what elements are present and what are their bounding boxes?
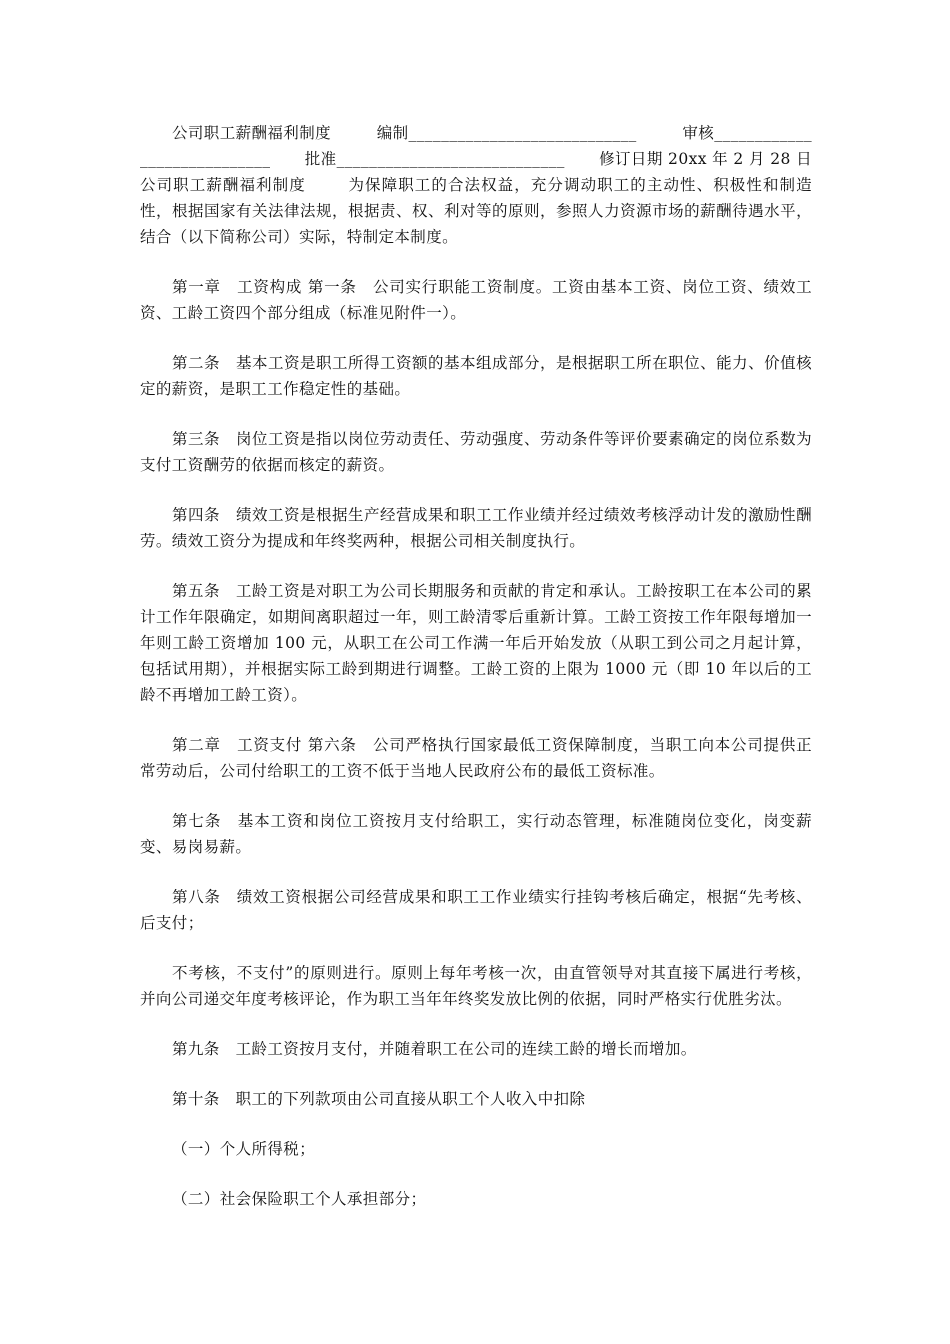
review-field-continued: ________________ (140, 150, 271, 168)
paragraph-article-8: 第八条 绩效工资根据公司经营成果和职工工作业绩实行挂钩考核后确定，根据“先考核、后支付； (140, 888, 812, 932)
list-item-social-insurance: （二）社会保险职工个人承担部分； (172, 1190, 427, 1208)
paragraph-article-3: 第三条 岗位工资是指以岗位劳动责任、劳动强度、劳动条件等评价要素确定的岗位系数为支付工资酬劳的依据而核定的薪资。 (140, 430, 812, 474)
paragraph-article-2: 第二条 基本工资是职工所得工资额的基本组成部分，是根据职工所在职位、能力、价值核定的薪资，是职工工作稳定性的基础。 (140, 354, 812, 398)
paragraph-chapter-2-article-6: 第二章 工资支付 第六条 公司严格执行国家最低工资保障制度，当职工向本公司提供正常劳动后，公司付给职工的工资不低于当地人民政府公布的最低工资标准。 (140, 736, 812, 780)
paragraph-article-9: 第九条 工龄工资按月支付，并随着职工在公司的连续工龄的增长而增加。 (172, 1040, 697, 1058)
paragraph-article-10: 第十条 职工的下列款项由公司直接从职工个人收入中扣除 (172, 1090, 586, 1108)
paragraph-chapter-1-article-1: 第一章 工资构成 第一条 公司实行职能工资制度。工资由基本工资、岗位工资、绩效工资、工龄工资四个部分组成（标准见附件一）。 (140, 278, 812, 322)
paragraph-article-8-continued: 不考核，不支付”的原则进行。原则上每年考核一次，由直管领导对其直接下属进行考核，并向公司递交年度考核评论，作为职工当年年终奖发放比例的依据，同时严格实行优胜劣汰。 (140, 964, 812, 1008)
document-header (140, 120, 812, 172)
compile-field: 编制____________________________ (376, 124, 637, 142)
header-title: 公司职工薪酬福利制度 (172, 124, 332, 142)
intro-title: 公司职工薪酬福利制度 (140, 176, 306, 194)
list-item-income-tax: （一）个人所得税； (172, 1140, 316, 1158)
approve-field: 批准____________________________ (304, 150, 565, 168)
review-field: 审核____________ (682, 124, 812, 142)
intro-paragraph (140, 172, 812, 250)
paragraph-article-4: 第四条 绩效工资是根据生产经营成果和职工工作业绩并经过绩效考核浮动计发的激励性酬劳。绩效工资分为提成和年终奖两种，根据公司相关制度执行。 (140, 506, 812, 550)
revision-date: 修订日期 20xx 年 2 月 28 日 (599, 150, 812, 168)
paragraph-article-5: 第五条 工龄工资是对职工为公司长期服务和贡献的肯定和承认。工龄按职工在本公司的累计工作年限确定，如期间离职超过一年，则工龄清零后重新计算。工龄工资按工作年限每增加一年则工龄工资增加 100 元，从职工在公司工作满一年后开始发放（从职工到公司之月起计算，包括试用期），并根据实际工龄到期进行调整。工龄工资的上限为 1000 元（即 10 年以后的工龄不再增加工龄工资）。 (140, 582, 812, 704)
header-line-1 (140, 120, 812, 146)
intro-text: 为保障职工的合法权益，充分调动职工的主动性、积极性和制造性，根据国家有关法律法规，根据责、权、利对等的原则，参照人力资源市场的薪酬待遇水平，结合（以下简称公司）实际，特制定本制度。 (140, 176, 812, 246)
header-line-2 (140, 146, 812, 172)
paragraph-article-7: 第七条 基本工资和岗位工资按月支付给职工，实行动态管理，标准随岗位变化，岗变薪变、易岗易薪。 (140, 812, 812, 856)
document-page (140, 120, 812, 1236)
